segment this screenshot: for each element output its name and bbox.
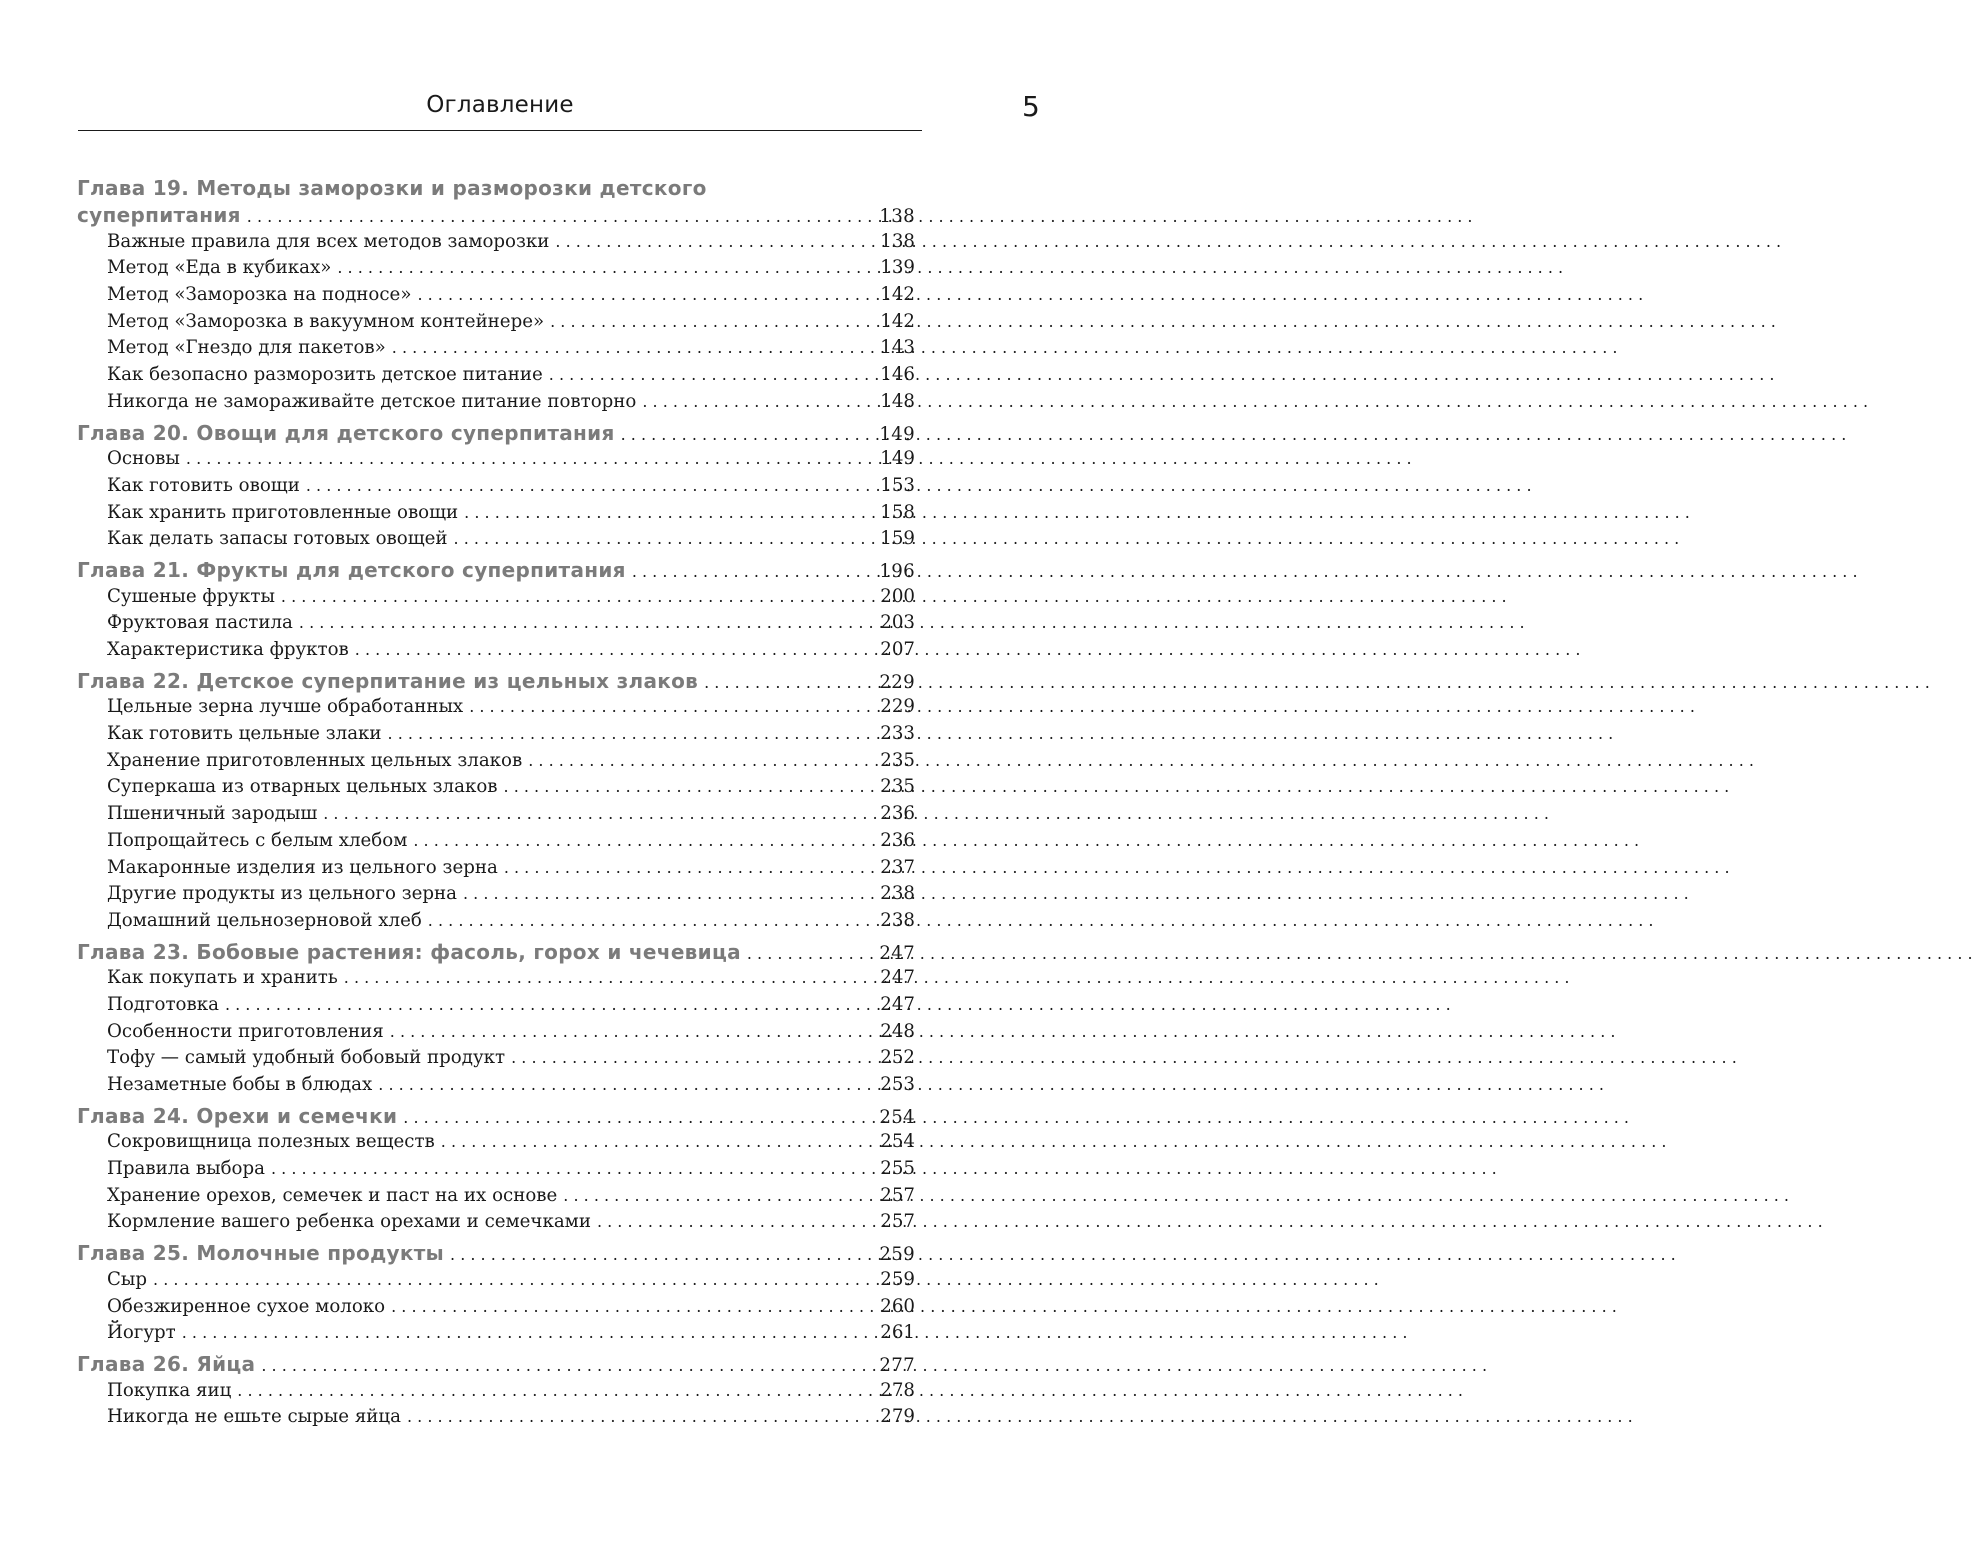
entry-title: Тофу — самый удобный бобовый продукт [107,1047,506,1069]
dot-leader [247,204,871,231]
entry-title: Метод «Заморозка в вакуумном контейнере» [107,310,545,332]
chapter-heading-line[interactable] [77,557,915,584]
dot-leader [621,422,871,449]
toc-entry[interactable] [77,965,915,992]
toc-entry[interactable] [77,801,915,828]
dot-leader [504,774,871,801]
page-number: 5 [1022,90,1040,123]
entry-title: Как готовить овощи [107,474,300,496]
entry-title: Как безопасно разморозить детское питание [107,364,543,386]
chapter-title: Глава 24. Орехи и семечки [77,1103,398,1128]
toc-entry[interactable] [77,255,915,282]
entry-title: Подготовка [107,993,219,1015]
entry-page: 247 [880,967,915,989]
entry-page: 236 [880,803,915,825]
entry-page: 233 [880,723,915,745]
entry-page: 278 [880,1379,915,1401]
entry-title: Важные правила для всех методов заморозки [107,230,550,252]
toc-entry[interactable] [77,992,915,1019]
entry-page: 142 [880,284,915,306]
entry-page: 159 [880,528,915,550]
dot-leader [441,1129,871,1156]
dot-leader [504,855,871,882]
dot-leader [413,828,871,855]
entry-title: Макаронные изделия из цельного зерна [107,856,498,878]
toc-chapter-21 [77,557,915,664]
entry-page: 153 [880,474,915,496]
dot-leader [528,748,871,775]
entry-title: Хранение приготовленных цельных злаков [107,749,523,771]
entry-page: 229 [880,696,915,718]
entry-page: 235 [880,749,915,771]
chapter-page: 247 [879,942,915,964]
dot-leader [225,992,871,1019]
toc-entry[interactable] [77,362,915,389]
toc-entry[interactable] [77,282,915,309]
dot-leader [704,670,871,697]
entry-page: 238 [880,883,915,905]
chapter-heading-line[interactable] [77,1240,915,1267]
entry-title: Характеристика фруктов [107,639,349,660]
chapter-page: 229 [879,671,915,693]
dot-leader [153,1267,871,1294]
dot-leader [186,446,871,473]
toc-entry[interactable] [77,881,915,908]
toc-entry[interactable] [77,1045,915,1072]
entry-title: Суперкаша из отварных цельных злаков [107,776,498,798]
toc-entry[interactable] [77,774,915,801]
dot-leader [182,1320,871,1347]
dot-leader [299,610,871,637]
chapter-title: суперпитания [77,203,241,227]
dot-leader [454,526,871,553]
chapter-page: 149 [879,423,915,445]
chapter-heading-line[interactable] [77,1103,915,1130]
chapter-heading-line[interactable] [77,420,915,447]
toc-entry[interactable] [77,526,915,553]
dot-leader [391,1294,871,1321]
chapter-heading-line[interactable] [77,939,915,966]
entry-page: 146 [880,364,915,386]
entry-title: Сушеные фрукты [107,585,275,607]
entry-title: Сыр [107,1268,148,1290]
entry-title: Незаметные бобы в блюдах [107,1074,373,1095]
dot-leader [555,229,871,256]
entry-title: Обезжиренное сухое молоко [107,1295,386,1317]
dot-leader [403,1105,871,1132]
dot-leader [469,694,871,721]
entry-title: Йогурт [107,1322,176,1344]
entry-title: Кормление вашего ребенка орехами и семечками [107,1211,591,1233]
chapter-title: Глава 21. Фрукты для детского суперпитания [77,557,626,582]
toc-chapter-20 [77,420,915,553]
dot-leader [337,255,871,282]
toc-entry[interactable] [77,637,915,664]
toc-entry[interactable] [77,446,915,473]
toc-chapter-22 [77,668,915,935]
entry-title: Как хранить приготовленные овощи [107,501,459,523]
entry-page: 203 [880,612,915,634]
dot-leader [237,1378,871,1405]
toc-chapter-24 [77,1103,915,1236]
entry-page: 207 [880,639,915,660]
toc-entry[interactable] [77,1129,915,1156]
dot-leader [378,1072,871,1099]
chapter-heading-line[interactable] [77,175,915,202]
entry-title: Метод «Еда в кубиках» [107,257,332,279]
toc-entry[interactable] [77,1209,915,1236]
entry-title: Как покупать и хранить [107,967,338,989]
toc-entry[interactable] [77,828,915,855]
toc-entry[interactable] [77,1294,915,1321]
dot-leader [549,362,871,389]
chapter-page: 254 [879,1106,915,1128]
entry-title: Хранение орехов, семечек и паст на их основе [107,1184,558,1206]
toc-entry[interactable] [77,610,915,637]
dot-leader [355,637,871,664]
entry-page: 142 [880,310,915,332]
dot-leader [511,1045,871,1072]
entry-title: Метод «Заморозка на подносе» [107,284,412,306]
entry-page: 254 [880,1131,915,1153]
dot-leader [464,500,871,527]
entry-page: 236 [880,829,915,851]
dot-leader [450,1242,871,1269]
dot-leader [388,721,871,748]
dot-leader [563,1183,871,1210]
entry-title: Никогда не замораживайте детское питание повторно [107,390,637,412]
toc-entry[interactable] [77,389,915,416]
entry-title: Основы [107,448,180,470]
chapter-page: 277 [879,1354,915,1376]
dot-leader [747,941,871,968]
chapter-title: Глава 23. Бобовые растения: фасоль, горох и чечевица [77,939,741,964]
entry-page: 200 [880,585,915,607]
chapter-title: Глава 25. Молочные продукты [77,1241,445,1266]
entry-title: Сокровищница полезных веществ [107,1131,435,1153]
entry-page: 247 [880,993,915,1015]
entry-page: 149 [880,448,915,470]
chapter-page: 259 [879,1244,915,1266]
toc-entry[interactable] [77,1378,915,1405]
entry-page: 235 [880,776,915,798]
entry-title: Цельные зерна лучше обработанных [107,696,464,718]
entry-page: 238 [880,909,915,931]
dot-leader [306,473,871,500]
toc-entry[interactable] [77,335,915,362]
entry-title: Попрощайтесь с белым хлебом [107,829,408,851]
toc-entry[interactable] [77,748,915,775]
entry-page: 257 [880,1184,915,1206]
dot-leader [323,801,871,828]
chapter-title: Глава 26. Яйца [77,1351,256,1376]
toc-entry[interactable] [77,1320,915,1347]
entry-page: 248 [880,1020,915,1042]
chapter-title: Глава 20. Овощи для детского суперпитания [77,420,615,445]
entry-page: 143 [880,337,915,359]
entry-page: 261 [880,1322,915,1344]
entry-title: Никогда не ешьте сырые яйца [107,1406,401,1428]
dot-leader [597,1209,871,1236]
header-rule [78,130,922,131]
running-title: Оглавление [426,92,574,118]
dot-leader [271,1156,871,1183]
toc-chapter-19 [77,175,915,416]
dot-leader [463,881,871,908]
chapter-heading-line[interactable] [77,202,915,229]
chapter-heading-line[interactable] [77,1351,915,1378]
entry-page: 252 [880,1047,915,1069]
toc-entry[interactable] [77,309,915,336]
toc-chapter-23 [77,939,915,1099]
entry-page: 257 [880,1211,915,1233]
toc-entry[interactable] [77,855,915,882]
toc-entry[interactable] [77,694,915,721]
entry-title: Фруктовая пастила [107,612,293,634]
toc-entry[interactable] [77,1072,915,1099]
toc-entry[interactable] [77,908,915,935]
dot-leader [632,559,871,586]
dot-leader [281,584,871,611]
chapter-page: 138 [879,206,915,227]
chapter-title: Глава 19. Методы заморозки и разморозки детского [77,176,707,200]
toc-entry[interactable] [77,1156,915,1183]
chapter-page: 196 [879,560,915,582]
toc-entry[interactable] [77,721,915,748]
chapter-heading-line[interactable] [77,668,915,695]
entry-title: Метод «Гнездо для пакетов» [107,337,386,359]
entry-page: 138 [880,230,915,252]
entry-title: Покупка яиц [107,1379,232,1401]
entry-title: Домашний цельнозерновой хлеб [107,909,422,931]
entry-title: Особенности приготовления [107,1020,384,1042]
entry-title: Другие продукты из цельного зерна [107,883,457,905]
entry-title: Как готовить цельные злаки [107,723,382,745]
toc-entry[interactable] [77,1183,915,1210]
toc-entry[interactable] [77,1404,915,1431]
dot-leader [550,309,871,336]
entry-page: 237 [880,856,915,878]
entry-title: Пшеничный зародыш [107,803,318,825]
entry-page: 255 [880,1158,915,1180]
dot-leader [642,389,871,416]
entry-page: 253 [880,1074,915,1095]
toc-entry[interactable] [77,473,915,500]
toc-entry[interactable] [77,500,915,527]
dot-leader [428,908,871,935]
dot-leader [417,282,871,309]
toc-chapter-26 [77,1351,915,1431]
entry-title: Правила выбора [107,1158,265,1180]
toc-chapter-25 [77,1240,915,1347]
entry-page: 279 [880,1406,915,1428]
dot-leader [390,1019,871,1046]
toc-entry[interactable] [77,229,915,256]
entry-title: Как делать запасы готовых овощей [107,528,448,550]
dot-leader [407,1404,871,1431]
dot-leader [261,1353,871,1380]
table-of-contents [77,175,915,1435]
toc-entry[interactable] [77,1267,915,1294]
entry-page: 158 [880,501,915,523]
dot-leader [392,335,871,362]
entry-page: 260 [880,1295,915,1317]
entry-page: 259 [880,1268,915,1290]
dot-leader [344,965,871,992]
toc-entry[interactable] [77,584,915,611]
entry-page: 148 [880,390,915,412]
toc-entry[interactable] [77,1019,915,1046]
entry-page: 139 [880,257,915,279]
chapter-title: Глава 22. Детское суперпитание из цельных злаков [77,668,699,693]
